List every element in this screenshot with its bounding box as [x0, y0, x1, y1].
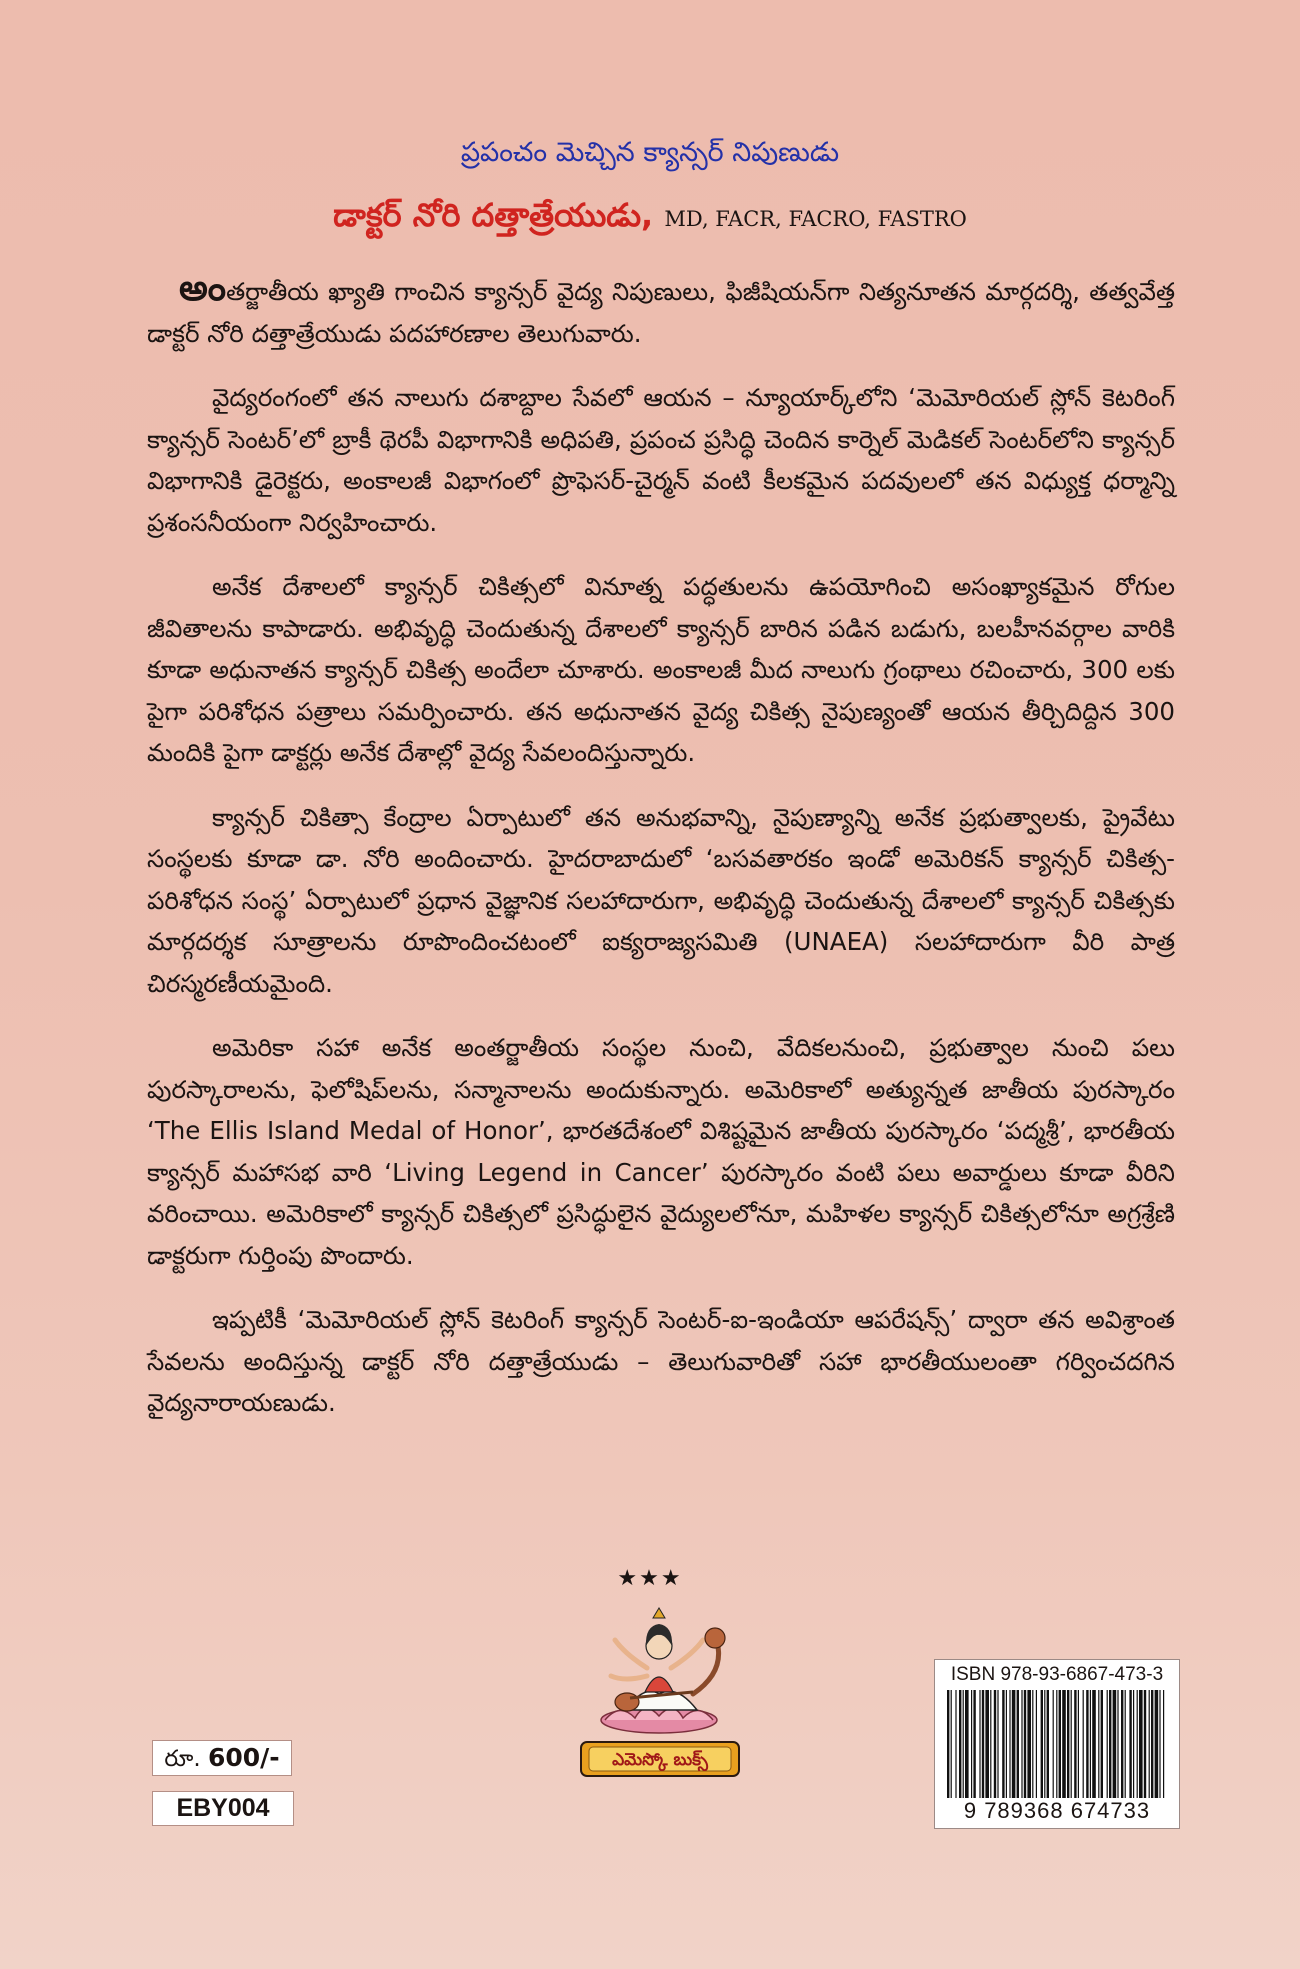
- isbn-barcode-box: [934, 1659, 1180, 1829]
- book-code: EBY004: [152, 1791, 294, 1826]
- publisher-logo: [575, 1602, 745, 1792]
- blurb-paragraph-2: వైద్యరంగంలో తన నాలుగు దశాబ్దాల సేవలో ఆయన – న్యూయార్క్‌లోని ‘మెమోరియల్ స్లోన్ కెటరింగ్ క్యాన్సర్ సెంటర్’లో బ్రాకీ థెరపీ విభాగానికి అధిపతి, ప్రపంచ ప్రసిద్ధి చెందిన కార్నెల్ మెడికల్ సెంటర్‌లోని క్యాన్సర్ విభాగానికి డైరెక్టరు, అంకాలజీ విభాగంలో ప్రొఫెసర్-చైర్మన్ వంటి కీలకమైన పదవులలో తన విధ్యుక్త ధర్మాన్ని ప్రశంసనీయంగా నిర్వహించారు.: [147, 383, 1175, 537]
- blurb-paragraph-5: అమెరికా సహా అనేక అంతర్జాతీయ సంస్థల నుంచి, వేదికలనుంచి, ప్రభుత్వాల నుంచి పలు పురస్కారాలను, ఫెలోషిప్‌లను, సన్మానాలను అందుకున్నారు. అమెరికాలో అత్యున్నత జాతీయ పురస్కారం ‘The Ellis Island Medal of Honor’, భారతదేశంలో విశిష్టమైన జాతీయ పురస్కారం ‘పద్మశ్రీ’, భారతీయ క్యాన్సర్ మహాసభ వారి ‘Living Legend in Cancer’ పురస్కారం వంటి పలు అవార్డులు కూడా వీరిని వరించాయి. అమెరికాలో క్యాన్సర్ చికిత్సలో ప్రసిద్ధులైన వైద్యులలోనూ, మహిళల క్యాన్సర్ చికిత్సలోనూ అగ్రశ్రేణి డాక్టరుగా గుర్తింపు పొందారు.: [147, 1033, 1175, 1270]
- blurb: [147, 268, 1175, 1447]
- blurb-paragraph-1: అంతర్జాతీయ ఖ్యాతి గాంచిన క్యాన్సర్ వైద్య నిపుణులు, ఫిజీషియన్‌గా నిత్యనూతన మార్గదర్శి, తత్వవేత్త డాక్టర్ నోరి దత్తాత్రేయుడు పదహారణాల తెలుగువారు.: [147, 268, 1175, 348]
- isbn-digits: 9 789368 674733: [963, 1798, 1151, 1823]
- blurb-paragraph-3: అనేక దేశాలలో క్యాన్సర్ చికిత్సలో వినూత్న పద్ధతులను ఉపయోగించి అసంఖ్యాకమైన రోగుల జీవితాలను కాపాడారు. అభివృద్ధి చెందుతున్న దేశాలలో క్యాన్సర్ బారిన పడిన బడుగు, బలహీనవర్గాల వారికి కూడా అధునాతన క్యాన్సర్ చికిత్స అందేలా చూశారు. అంకాలజీ మీద నాలుగు గ్రంథాలు రచించారు, 300 లకు పైగా పరిశోధన పత్రాలు సమర్పించారు. తన అధునాతన వైద్య చికిత్స నైపుణ్యంతో ఆయన తీర్చిదిద్దిన 300 మందికి పైగా డాక్టర్లు అనేక దేశాల్లో వైద్య సేవలందిస్తున్నారు.: [147, 572, 1175, 767]
- blurb-paragraph-6: ఇప్పటికీ ‘మెమోరియల్ స్లోన్ కెటరింగ్ క్యాన్సర్ సెంటర్-ఐ-ఇండియా ఆపరేషన్స్’ ద్వారా తన అవిశ్రాంత సేవలను అందిస్తున్న డాక్టర్ నోరి దత్తాత్రేయుడు – తెలుగువారితో సహా భారతీయులంతా గర్వించదగిన వైద్యనారాయణుడు.: [147, 1305, 1175, 1417]
- price-amount: 600/-: [207, 1743, 280, 1772]
- blurb-paragraph-4: క్యాన్సర్ చికిత్సా కేంద్రాల ఏర్పాటులో తన అనుభవాన్ని, నైపుణ్యాన్ని అనేక ప్రభుత్వాలకు, ప్రైవేటు సంస్థలకు కూడా డా. నోరి అందించారు. హైదరాబాదులో ‘బసవతారకం ఇండో అమెరికన్ క్యాన్సర్ చికిత్స-పరిశోధన సంస్థ’ ఏర్పాటులో ప్రధాన వైజ్ఞానిక సలహాదారుగా, అభివృద్ధి చెందుతున్న దేశాలలో క్యాన్సర్ చికిత్సకు మార్గదర్శక సూత్రాలను రూపొందించటంలో ఐక్యరాజ్యసమితి (UNAEA) సలహాదారుగా వీరి పాత్ర చిరస్మరణీయమైంది.: [147, 802, 1175, 998]
- publisher-name: ఎమెస్కో బుక్స్: [612, 1750, 708, 1770]
- price-box: [152, 1740, 292, 1776]
- cover-subtitle: ప్రపంచం మెచ్చిన క్యాన్సర్ నిపుణుడు: [460, 137, 840, 168]
- section-separator-stars: ★★★: [617, 1566, 683, 1591]
- author-credentials: MD, FACR, FACRO, FASTRO: [664, 207, 967, 231]
- cover-title: [0, 196, 1300, 242]
- drop-cap: అం: [179, 268, 227, 309]
- isbn-label: ISBN 978-93-6867-473-3: [950, 1664, 1164, 1685]
- barcode: [943, 1690, 1171, 1798]
- author-name: డాక్టర్ నోరి దత్తాత్రేయుడు,: [333, 196, 654, 234]
- price-currency: రూ.: [164, 1746, 201, 1772]
